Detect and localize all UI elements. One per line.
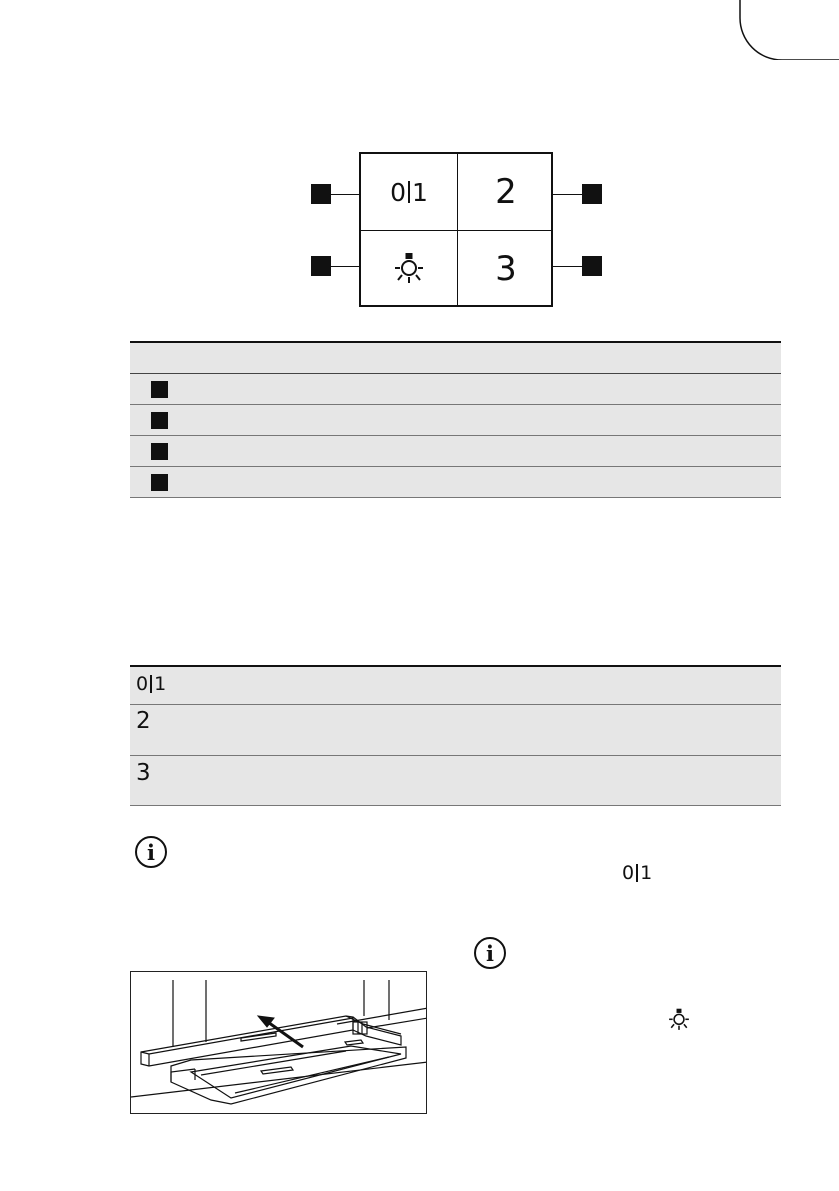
light-button[interactable] [361,231,457,307]
table-header-row [130,343,781,374]
speed-3-button[interactable] [458,231,554,307]
control-panel [359,152,553,307]
table-row [130,374,781,405]
speed-2-symbol: 2 [136,708,151,734]
callout-table [130,341,781,498]
power-toggle-icon [390,178,428,207]
info-icon: i [135,836,167,868]
speed-2-label: 2 [495,172,517,212]
hood-pull-out-illustration [130,971,427,1114]
power-toggle-icon: 0 1 [136,673,167,695]
table-row [130,756,781,806]
callout-marker [151,443,168,460]
speed-3-symbol: 3 [136,760,151,786]
info-icon: i [474,937,506,969]
onoff-button[interactable] [361,154,457,230]
table-row [130,436,781,467]
callout-marker [151,381,168,398]
table-row [130,467,781,498]
speed-2-button[interactable] [458,154,554,230]
table-row [130,705,781,756]
onoff-label-0: 0 [390,177,406,207]
callout-marker-4 [582,256,602,276]
callout-marker [151,412,168,429]
symbol-table [130,665,781,806]
light-bulb-icon [667,1008,691,1032]
speed-3-label: 3 [495,249,517,289]
callout-marker-2 [311,256,331,276]
cooker-hood-drawing [131,972,427,1114]
callout-marker-1 [311,184,331,204]
crop-mark [0,0,839,60]
light-bulb-icon [392,252,426,286]
power-toggle-icon: 0 1 [622,862,653,884]
table-row [130,405,781,436]
onoff-label-1: 1 [412,177,428,207]
table-row [130,667,781,705]
callout-marker-3 [582,184,602,204]
callout-marker [151,474,168,491]
